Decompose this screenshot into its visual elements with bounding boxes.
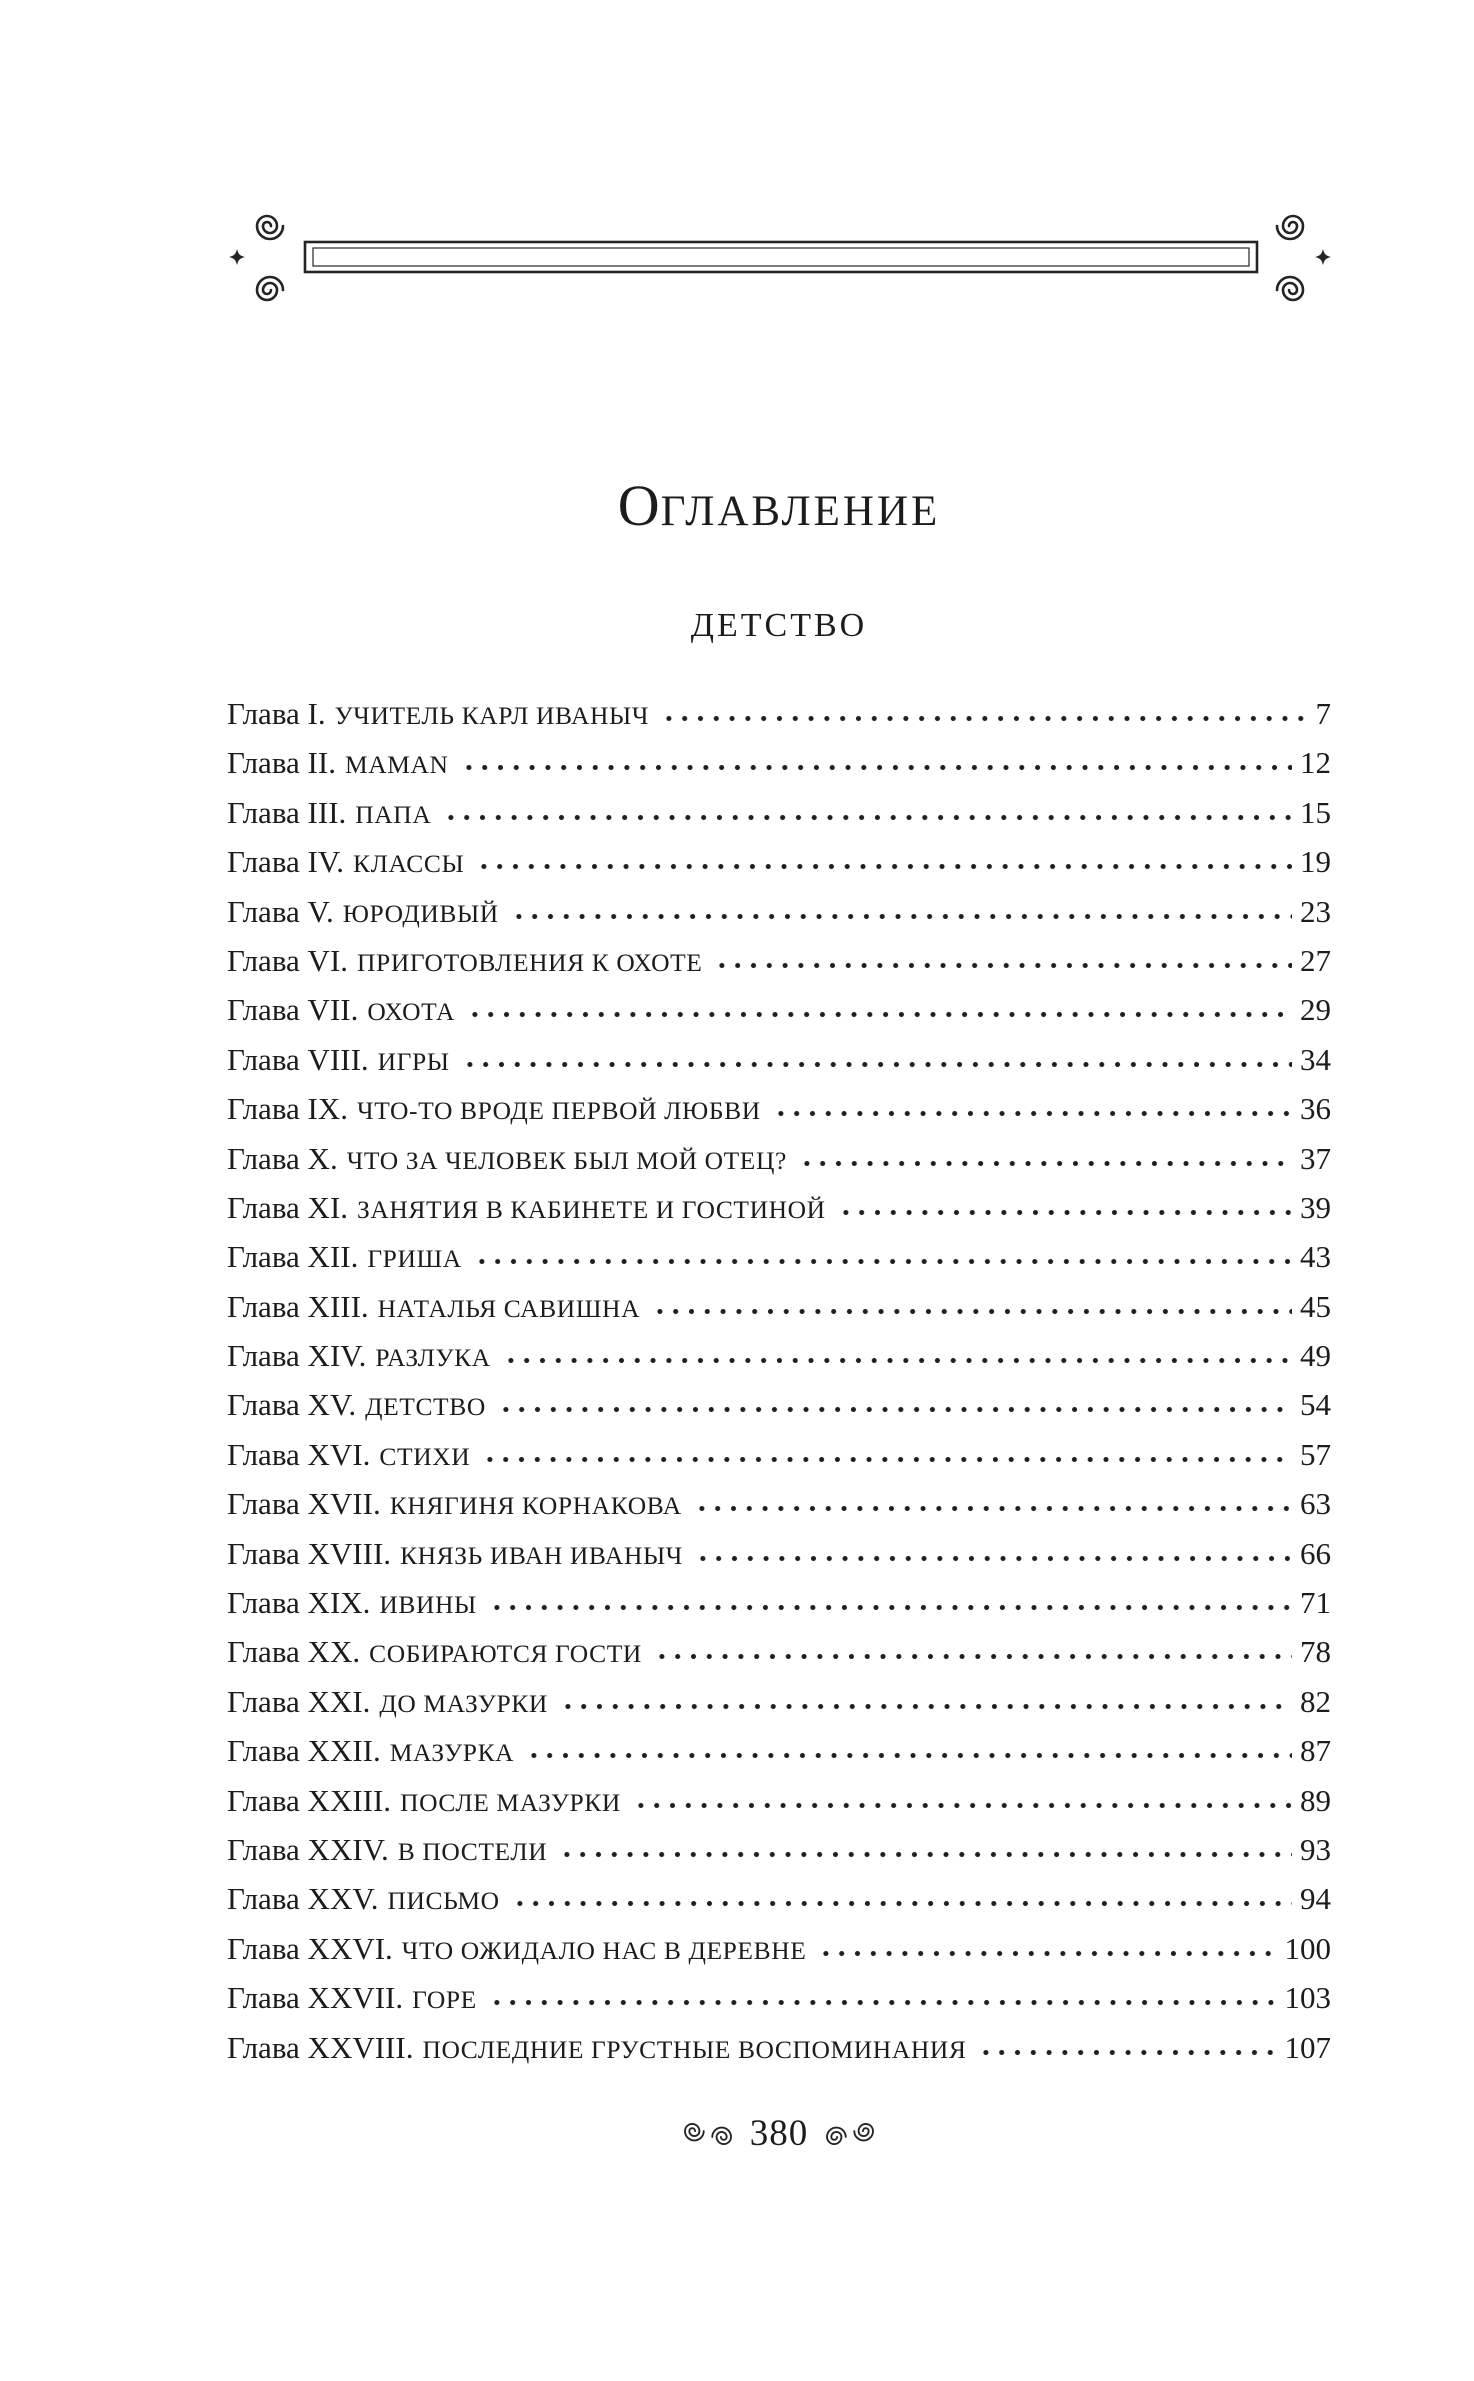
dot-leader: [976, 2048, 1276, 2057]
footer-fleuron-right-icon: [826, 2120, 874, 2148]
chapter-title: ЧТО-ТО ВРОДЕ ПЕРВОЙ ЛЮБВИ: [357, 1096, 761, 1126]
chapter-title: КНЯГИНЯ КОРНАКОВА: [389, 1491, 682, 1521]
chapter-page-number: 36: [1300, 1091, 1331, 1127]
chapter-label: Глава XV.: [227, 1387, 357, 1423]
dot-leader: [693, 1554, 1292, 1563]
dot-leader: [631, 1801, 1292, 1810]
section-title: ДЕТСТВО: [690, 607, 868, 644]
toc-entry: [227, 1683, 1331, 1719]
dot-leader: [465, 1010, 1292, 1019]
chapter-page-number: 49: [1300, 1338, 1331, 1374]
chapter-label: Глава VII.: [227, 992, 359, 1028]
chapter-page-number: 37: [1300, 1140, 1331, 1176]
chapter-label: Глава XX.: [227, 1634, 361, 1670]
dot-leader: [836, 1208, 1292, 1217]
chapter-title: СОБИРАЮТСЯ ГОСТИ: [369, 1639, 642, 1669]
chapter-label: Глава XXVI.: [227, 1930, 393, 1966]
chapter-page-number: 63: [1300, 1486, 1331, 1522]
chapter-title: ПИСЬМО: [387, 1886, 500, 1916]
chapter-title: MAMAN: [344, 750, 449, 780]
chapter-title: ОХОТА: [367, 997, 456, 1027]
chapter-title: ПОСЛЕ МАЗУРКИ: [400, 1787, 621, 1817]
dot-leader: [510, 1899, 1292, 1908]
chapter-label: Глава II.: [227, 745, 336, 781]
toc-entry: [227, 992, 1331, 1028]
chapter-label: Глава VI.: [227, 942, 349, 978]
header-ornament: [225, 208, 1335, 308]
chapter-label: Глава VIII.: [227, 1041, 369, 1077]
chapter-label: Глава XVII.: [227, 1486, 381, 1522]
chapter-page-number: 87: [1300, 1733, 1331, 1769]
chapter-page-number: 45: [1300, 1288, 1331, 1324]
dot-leader: [441, 813, 1292, 822]
chapter-label: Глава XIII.: [227, 1288, 369, 1324]
dot-leader: [771, 1109, 1292, 1118]
chapter-page-number: 7: [1315, 696, 1331, 731]
chapter-page-number: 103: [1284, 1980, 1331, 2016]
page-footer: [227, 2112, 1331, 2155]
chapter-label: Глава XXIII.: [227, 1782, 392, 1818]
chapter-page-number: 100: [1284, 1930, 1331, 1966]
chapter-page-number: 54: [1300, 1387, 1331, 1423]
toc-entry: [227, 1338, 1331, 1374]
chapter-title: В ПОСТЕЛИ: [397, 1836, 548, 1866]
footer-page-number: 380: [749, 2113, 809, 2154]
toc-entry: [227, 1387, 1331, 1423]
chapter-title: ДО МАЗУРКИ: [379, 1688, 548, 1718]
toc-entry: [227, 794, 1331, 830]
toc-entry: [227, 1881, 1331, 1917]
chapter-page-number: 93: [1300, 1831, 1331, 1867]
chapter-label: Глава IV.: [227, 844, 345, 880]
toc-entry: [227, 1585, 1331, 1621]
chapter-label: Глава XI.: [227, 1189, 349, 1225]
chapter-title: КЛАССЫ: [353, 849, 465, 879]
chapter-label: Глава I.: [227, 696, 326, 731]
chapter-title: ИГРЫ: [377, 1046, 450, 1076]
dot-leader: [558, 1702, 1292, 1711]
toc-entry: [227, 1041, 1331, 1077]
footer-fleuron-left-icon: [684, 2120, 732, 2148]
chapter-label: Глава XVI.: [227, 1436, 371, 1472]
chapter-label: Глава IX.: [227, 1091, 349, 1127]
chapter-page-number: 34: [1300, 1041, 1331, 1077]
dot-leader: [692, 1504, 1292, 1513]
chapter-label: Глава XII.: [227, 1239, 359, 1275]
toc-entry: [227, 1733, 1331, 1769]
chapter-label: Глава XXII.: [227, 1733, 381, 1769]
chapter-label: Глава XXI.: [227, 1683, 371, 1719]
dot-leader: [496, 1405, 1292, 1414]
dot-leader: [480, 1455, 1292, 1464]
chapter-page-number: 71: [1300, 1585, 1331, 1621]
chapter-title: НАТАЛЬЯ САВИШНА: [377, 1293, 641, 1323]
chapter-title: ЧТО ЗА ЧЕЛОВЕК БЫЛ МОЙ ОТЕЦ?: [346, 1145, 787, 1175]
toc-entry: [227, 1239, 1331, 1275]
chapter-title: ПАПА: [355, 799, 432, 829]
chapter-page-number: 43: [1300, 1239, 1331, 1275]
chapter-label: Глава XXV.: [227, 1881, 379, 1917]
chapter-label: Глава XXIV.: [227, 1831, 389, 1867]
toc-entry: [227, 1189, 1331, 1225]
dot-leader: [487, 1998, 1277, 2007]
chapter-label: Глава XIV.: [227, 1338, 367, 1374]
toc-entry: [227, 696, 1331, 731]
chapter-title: МАЗУРКА: [389, 1738, 515, 1768]
dot-leader: [509, 912, 1292, 921]
dot-leader: [650, 1307, 1292, 1316]
dot-leader: [501, 1356, 1292, 1365]
toc-entry: [227, 844, 1331, 880]
dot-leader: [797, 1159, 1292, 1168]
toc-entry: [227, 1535, 1331, 1571]
chapter-title: ПРИГОТОВЛЕНИЯ К ОХОТЕ: [357, 947, 703, 977]
toc-entry: [227, 1980, 1331, 2016]
chapter-title: ДЕТСТВО: [365, 1392, 486, 1422]
chapter-title: УЧИТЕЛЬ КАРЛ ИВАНЫЧ: [334, 701, 650, 730]
dot-leader: [460, 1060, 1292, 1069]
chapter-page-number: 15: [1300, 794, 1331, 830]
chapter-title: РАЗЛУКА: [375, 1343, 491, 1373]
page-title-rest: ГЛАВЛЕНИЕ: [660, 488, 941, 535]
dot-leader: [472, 1257, 1292, 1266]
chapter-page-number: 66: [1300, 1535, 1331, 1571]
toc-entry: [227, 1288, 1331, 1324]
chapter-label: Глава XVIII.: [227, 1535, 392, 1571]
chapter-label: Глава XXVIII.: [227, 2029, 414, 2065]
toc-entry: [227, 1091, 1331, 1127]
dot-leader: [487, 1603, 1292, 1612]
chapter-label: Глава V.: [227, 893, 334, 929]
toc-entry: [227, 1831, 1331, 1867]
page-title: [227, 472, 1331, 539]
chapter-title: ЮРОДИВЫЙ: [342, 898, 499, 928]
toc-entry: [227, 2029, 1331, 2065]
chapter-page-number: 19: [1300, 844, 1331, 880]
dot-leader: [712, 961, 1292, 970]
chapter-page-number: 94: [1300, 1881, 1331, 1917]
toc-list: [227, 696, 1331, 2079]
dot-leader: [459, 763, 1292, 772]
toc-entry: [227, 745, 1331, 781]
toc-entry: [227, 1782, 1331, 1818]
toc-entry: [227, 1634, 1331, 1670]
chapter-label: Глава X.: [227, 1140, 338, 1176]
toc-entry: [227, 1140, 1331, 1176]
chapter-label: Глава XIX.: [227, 1585, 371, 1621]
chapter-page-number: 107: [1284, 2029, 1331, 2065]
chapter-page-number: 23: [1300, 893, 1331, 929]
chapter-title: ЗАНЯТИЯ В КАБИНЕТЕ И ГОСТИНОЙ: [357, 1194, 826, 1224]
chapter-page-number: 12: [1300, 745, 1331, 781]
dot-leader: [816, 1949, 1276, 1958]
toc-entry: [227, 1930, 1331, 1966]
chapter-title: КНЯЗЬ ИВАН ИВАНЫЧ: [400, 1540, 683, 1570]
chapter-title: ЧТО ОЖИДАЛО НАС В ДЕРЕВНЕ: [401, 1935, 807, 1965]
toc-entry: [227, 1486, 1331, 1522]
page-title-initial: О: [617, 473, 661, 538]
chapter-page-number: 82: [1300, 1683, 1331, 1719]
chapter-page-number: 39: [1300, 1189, 1331, 1225]
chapter-title: ПОСЛЕДНИЕ ГРУСТНЫЕ ВОСПОМИНАНИЯ: [422, 2034, 967, 2064]
dot-leader: [659, 714, 1307, 723]
chapter-title: ГРИША: [367, 1244, 462, 1274]
chapter-label: Глава XXVII.: [227, 1980, 404, 2016]
dot-leader: [652, 1652, 1292, 1661]
dot-leader: [474, 862, 1292, 871]
chapter-page-number: 29: [1300, 992, 1331, 1028]
chapter-title: СТИХИ: [379, 1441, 471, 1471]
toc-entry: [227, 942, 1331, 978]
toc-entry: [227, 1436, 1331, 1472]
chapter-page-number: 78: [1300, 1634, 1331, 1670]
dot-leader: [524, 1751, 1292, 1760]
chapter-title: ИВИНЫ: [379, 1590, 477, 1620]
chapter-title: ГОРЕ: [412, 1985, 477, 2015]
chapter-page-number: 89: [1300, 1782, 1331, 1818]
chapter-page-number: 27: [1300, 942, 1331, 978]
chapter-page-number: 57: [1300, 1436, 1331, 1472]
toc-entry: [227, 893, 1331, 929]
chapter-label: Глава III.: [227, 794, 347, 830]
dot-leader: [557, 1850, 1292, 1859]
